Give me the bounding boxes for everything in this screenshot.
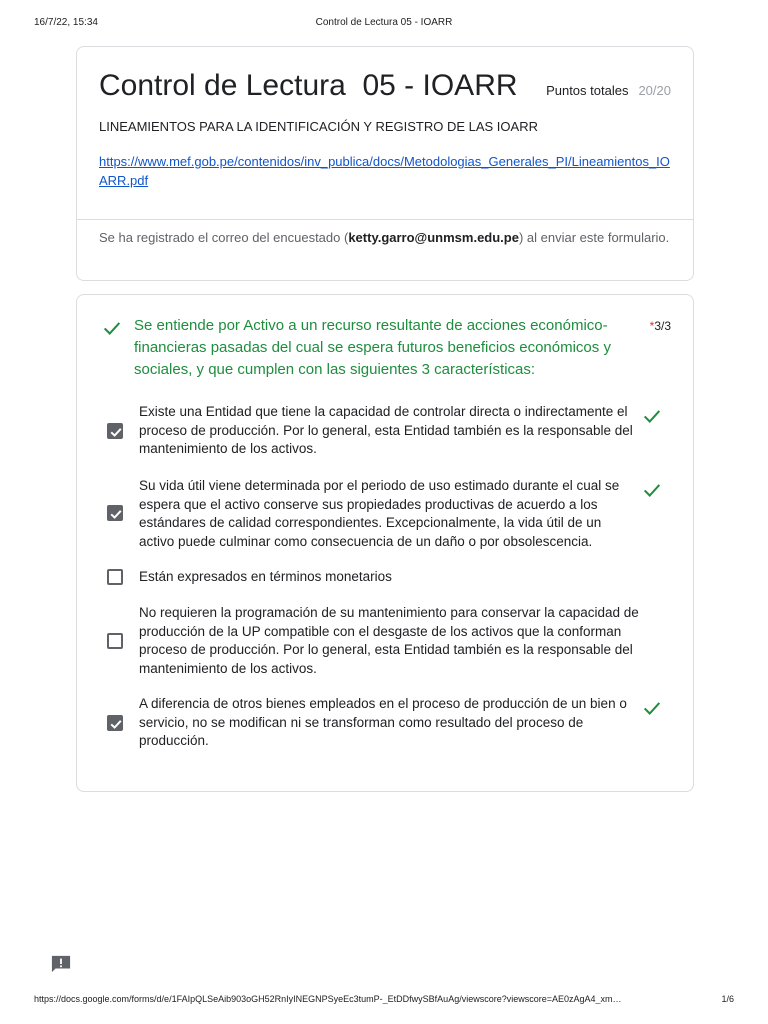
points-value: 20/20 [638,83,671,98]
print-footer [0,994,768,1008]
email-note-prefix: Se ha registrado el correo del encuestado ( [99,230,349,245]
required-mark: * [649,319,655,333]
question-text: Se entiende por Activo a un recurso resultante de acciones económico-financieras pasadas del cual se espera futuros beneficios económicos y sociales, y que cumplen con las siguientes 3 características: [134,317,611,378]
total-points [546,83,671,98]
email-note [77,220,693,247]
option-text: No requieren la programación de su mantenimiento para conservar la capacidad de producción de la UP compatible con el desgaste de los activos que la conforman proceso de producción. Por lo general, esta Entidad también es la responsable del mantenimiento de los activos. [139,605,639,676]
question-card [76,294,694,792]
check-icon [641,697,663,719]
checkbox-checked[interactable] [107,423,123,439]
option-text: Están expresados en términos monetarios [139,569,392,584]
checkbox-tick-icon [108,716,124,732]
checkbox-checked[interactable] [107,505,123,521]
print-date: 16/7/22, 15:34 [34,17,98,28]
form-header-card [76,46,694,281]
check-icon [641,405,663,427]
form-description: LINEAMIENTOS PARA LA IDENTIFICACIÓN Y REGISTRO DE LAS IOARR [99,119,538,134]
email-note-suffix: ) al enviar este formulario. [518,230,670,245]
print-title: Control de Lectura 05 - IOARR [315,17,453,28]
check-icon [101,317,123,339]
checkbox-unchecked[interactable] [107,633,123,649]
document-link[interactable]: https://www.mef.gob.pe/contenidos/inv_publica/docs/Metodologias_Generales_PI/Lineamientos_IOARR.pdf [99,154,670,188]
checkbox-tick-icon [108,506,124,522]
check-icon [641,479,663,501]
points-label: Puntos totales [546,83,629,98]
respondent-email: ketty.garro@unmsm.edu.pe [348,230,519,245]
checkbox-checked[interactable] [107,715,123,731]
print-url: https://docs.google.com/forms/d/e/1FAIpQLSeAib903oGH52RnIyINEGNPSyeEc3tumP-_EtDDfwySBfAuAg/viewscore?viewscore=AE0zAgA4_xm… [34,994,622,1004]
option-text: Existe una Entidad que tiene la capacidad de controlar directa o indirectamente el proceso de producción. Por lo general, esta Entidad también es la responsable del mantenimiento de los activos. [139,404,633,456]
question-score [650,319,671,333]
print-header [0,17,768,31]
question-score-value: 3/3 [654,319,671,333]
option-text: Su vida útil viene determinada por el periodo de uso estimado durante el cual se espera que el activo conserve sus propiedades productivas de acuerdo a los estándares de calidad correspondientes. Excepcionalmente, la vida útil de un activo puede culminar como consecuencia de un daño o por obsolescencia. [139,478,620,549]
option-text: A diferencia de otros bienes empleados en el proceso de producción de un bien o servicio, no se modifican ni se transforman como resultado del proceso de producción. [139,696,627,748]
form-title: Control de Lectura 05 - IOARR [99,69,518,102]
checkbox-unchecked[interactable] [107,569,123,585]
page-number: 1/6 [721,994,734,1004]
checkbox-tick-icon [108,424,124,440]
feedback-icon[interactable] [50,954,72,974]
